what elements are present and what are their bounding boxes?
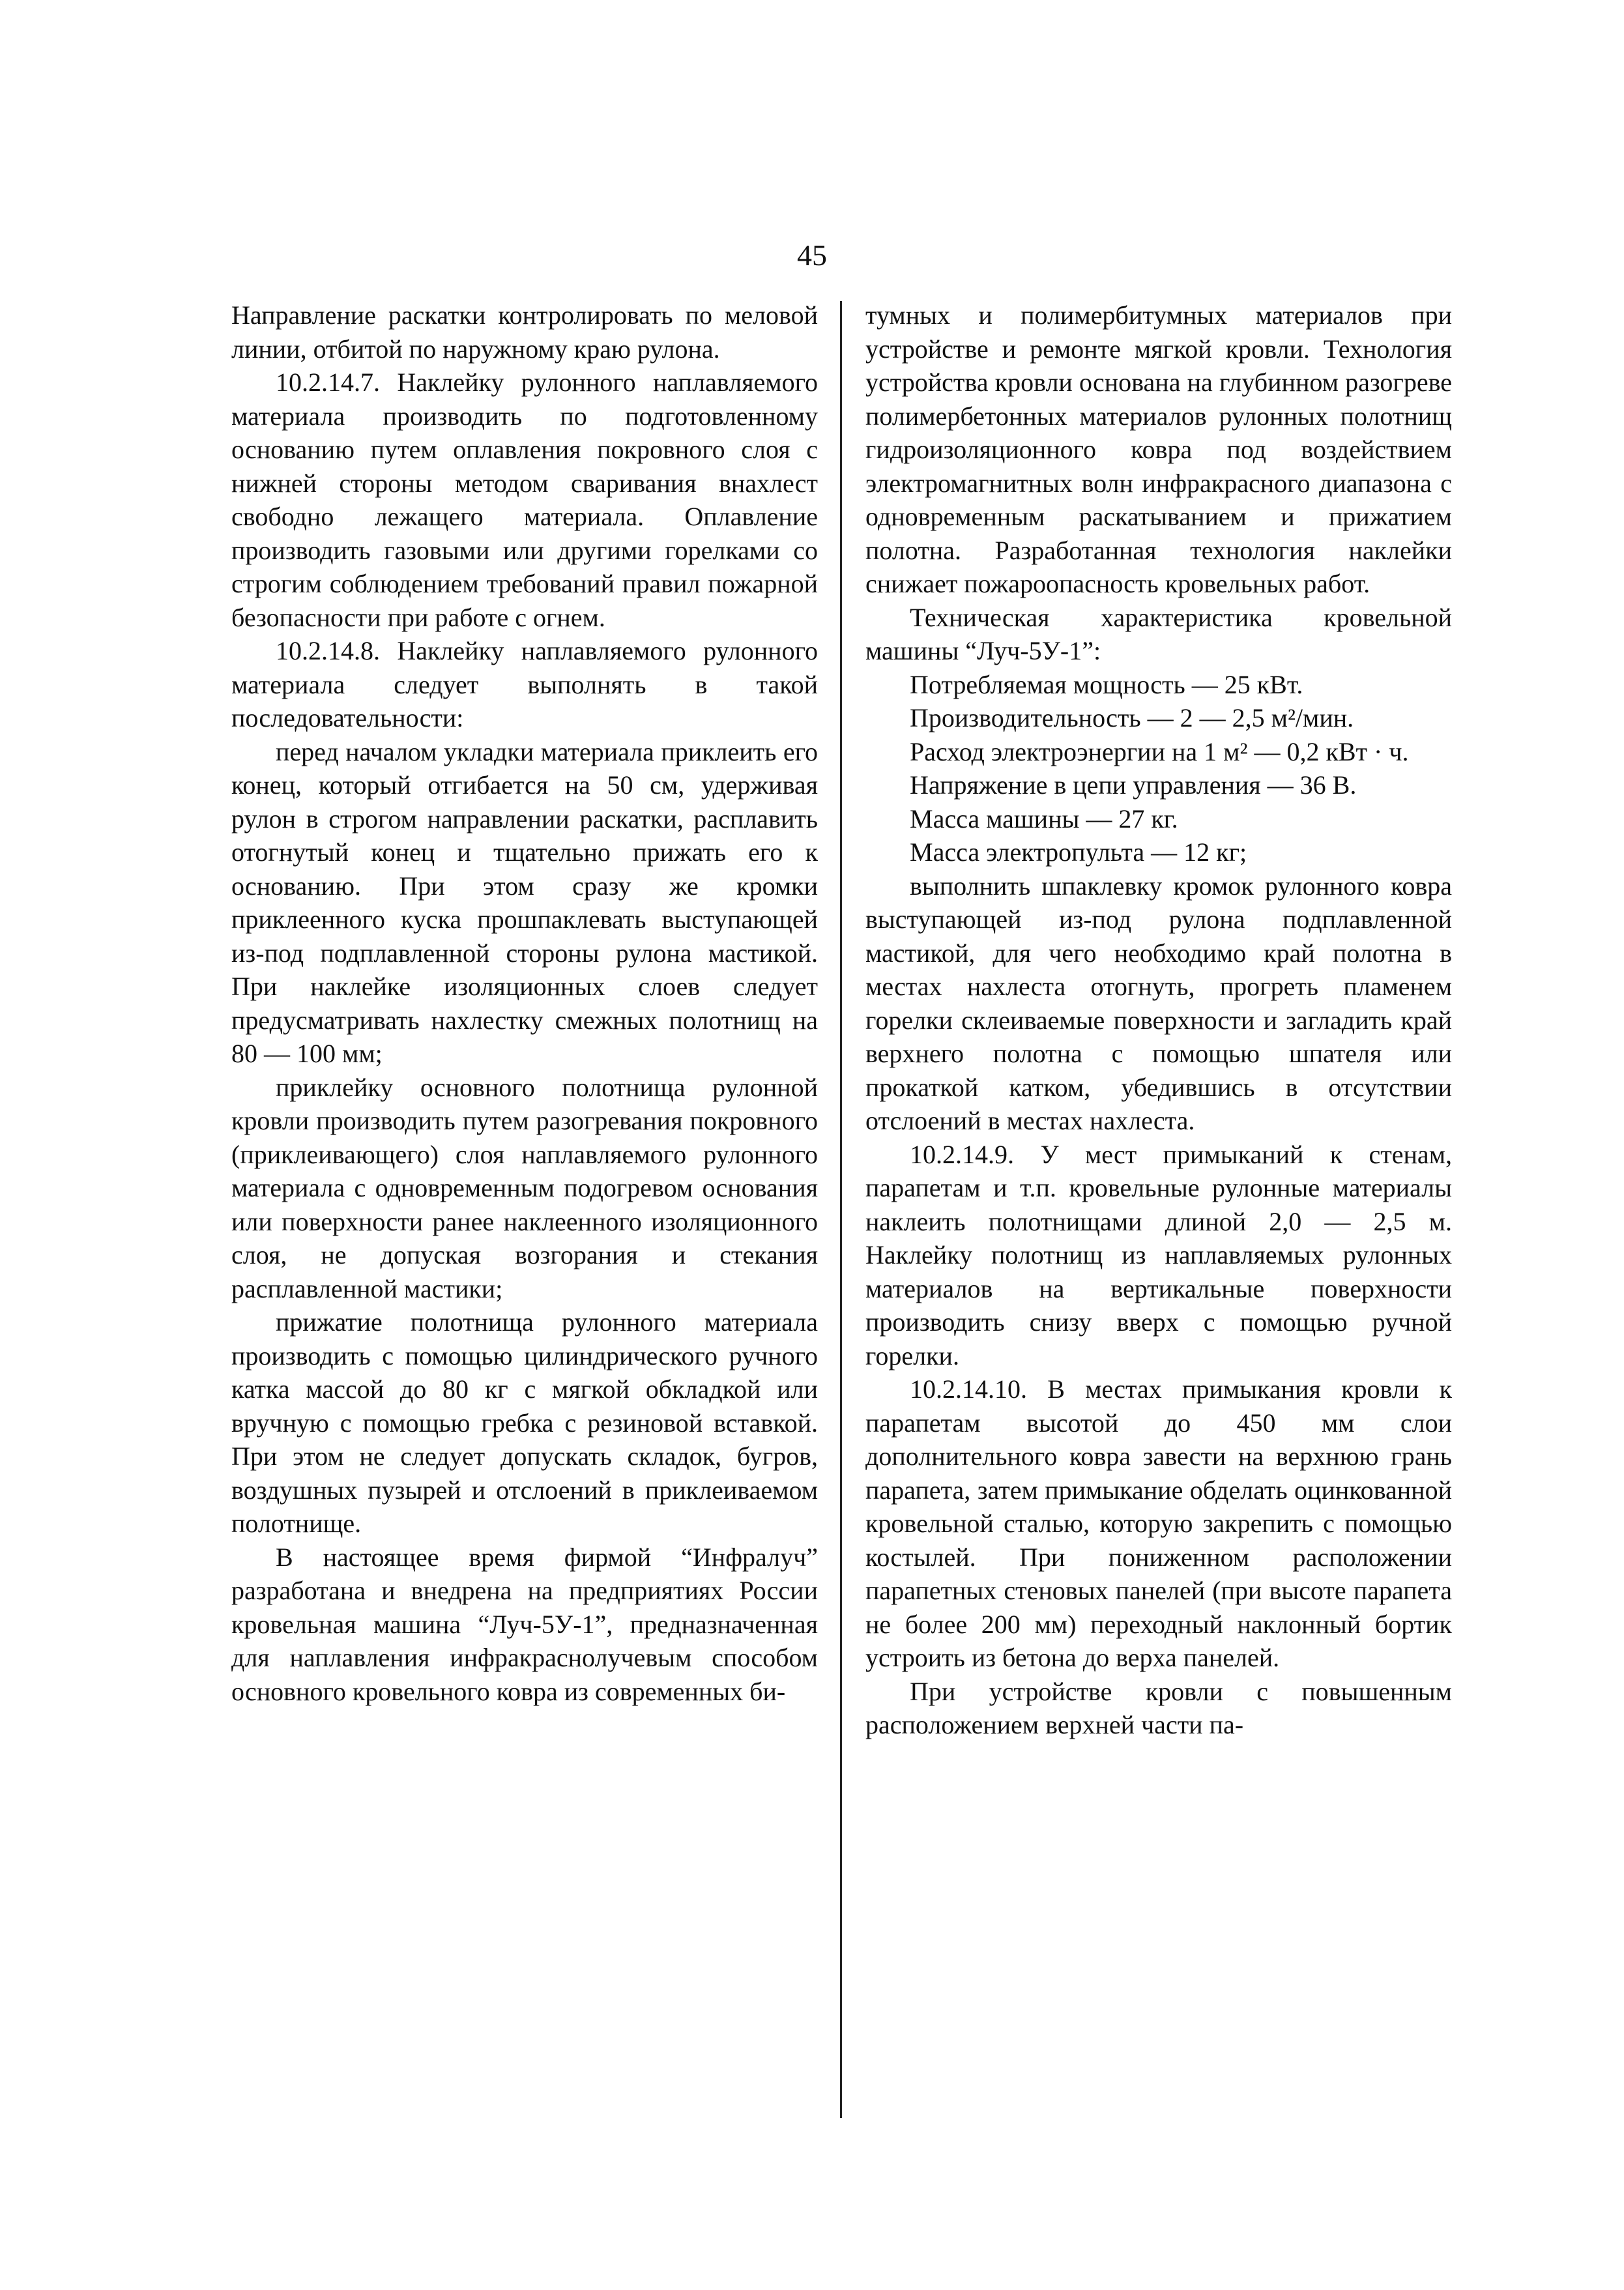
column-divider xyxy=(840,301,842,2118)
paragraph: В настоящее время фирмой “Инфралуч” разработана и внедрена на предприятиях России кровельная машина “Луч-5У-1”, предназначенная для наплавления инфракраснолучевым способом основного кровельного ковра из современных би- xyxy=(231,1542,818,1706)
paragraph: Направление раскатки контролировать по меловой линии, отбитой по наружному краю рулона. xyxy=(231,300,818,364)
spec-power: Потребляемая мощность — 25 кВт. xyxy=(910,669,1303,699)
paragraph: При устройстве кровли с повышенным расположением верхней части па- xyxy=(865,1676,1452,1739)
spec-panel-mass: Масса электропульта — 12 кг; xyxy=(910,837,1247,867)
spec-energy: Расход электроэнергии на 1 м² — 0,2 кВт · ч. xyxy=(910,736,1409,766)
page-number: 45 xyxy=(797,239,827,272)
paragraph: 10.2.14.9. У мест примыканий к стенам, парапетам и т.п. кровельные рулонные материалы наклеить полотнищами длиной 2,0 — 2,5 м. Наклейку полотнищ из наплавляемых рулонных материалов на вертикальные поверхности производить снизу вверх с помощью ручной горелки. xyxy=(865,1139,1452,1370)
spec-productivity: Производительность — 2 — 2,5 м²/мин. xyxy=(910,703,1354,732)
paragraph: перед началом укладки материала приклеить его конец, который отгибается на 50 см, удерживая рулон в строгом направлении раскатки, расплавить отогнутый конец и тщательно прижать его к основанию. При этом сразу же кромки приклеенного куска прошпаклевать выступающей из-под подплавленной стороны рулона мастикой. При наклейке изоляционных слоев следует предусматривать нахлестку смежных полотнищ на 80 — 100 мм; xyxy=(231,736,818,1068)
spec-mass: Масса машины — 27 кг. xyxy=(910,804,1178,833)
spec-voltage: Напряжение в цепи управления — 36 В. xyxy=(910,770,1357,800)
paragraph: 10.2.14.10. В местах примыкания кровли к парапетам высотой до 450 мм слои дополнительного ковра завести на верхнюю грань парапета, затем примыкание обделать оцинкованной кровельной сталью, которую закрепить с помощью костылей. При пониженном расположении парапетных стеновых панелей (при высоте парапета не более 200 мм) переходный наклонный бортик устроить из бетона до верха панелей. xyxy=(865,1374,1452,1672)
paragraph: 10.2.14.7. Наклейку рулонного наплавляемого материала производить по подготовленному основанию путем оплавления покровного слоя с нижней стороны методом сваривания внахлест свободно лежащего материала. Оплавление производить газовыми или другими горелками со строгим соблюдением требований правил пожарной безопасности при работе с огнем. xyxy=(231,368,818,632)
paragraph: прижатие полотнища рулонного материала производить с помощью цилиндрического ручного катка массой до 80 кг с мягкой обкладкой или вручную с помощью гребка с резиновой вставкой. При этом не следует допускать складок, бугров, воздушных пузырей и отслоений в приклеиваемом полотнище. xyxy=(231,1307,818,1538)
left-column xyxy=(231,298,818,1708)
paragraph: выполнить шпаклевку кромок рулонного ковра выступающей из-под рулона подплавленной мастикой, для чего необходимо край полотна в местах нахлеста отогнуть, прогреть пламенем горелки склеиваемые поверхности и загладить край верхнего полотна с помощью шпателя или прокаткой катком, убедившись в отсутствии отслоений в местах нахлеста. xyxy=(865,871,1452,1135)
spec-heading: Техническая характеристика кровельной машины “Луч-5У-1”: xyxy=(865,602,1452,665)
paragraph: приклейку основного полотнища рулонной кровли производить путем разогревания покровного (приклеивающего) слоя наплавляемого рулонного материала с одновременным подогревом основания или поверхности ранее наклеенного изоляционного слоя, не допуская возгорания и стекания расплавленной мастики; xyxy=(231,1072,818,1303)
right-column xyxy=(865,298,1452,1742)
paragraph: 10.2.14.8. Наклейку наплавляемого рулонного материала следует выполнять в такой последовательности: xyxy=(231,636,818,732)
paragraph: тумных и полимербитумных материалов при устройстве и ремонте мягкой кровли. Технология устройства кровли основана на глубинном разогреве полимербетонных материалов рулонных полотнищ гидроизоляционного ковра под воздействием электромагнитных волн инфракрасного диапазона с одновременным раскатыванием и прижатием полотна. Разработанная технология наклейки снижает пожароопасность кровельных работ. xyxy=(865,300,1452,598)
